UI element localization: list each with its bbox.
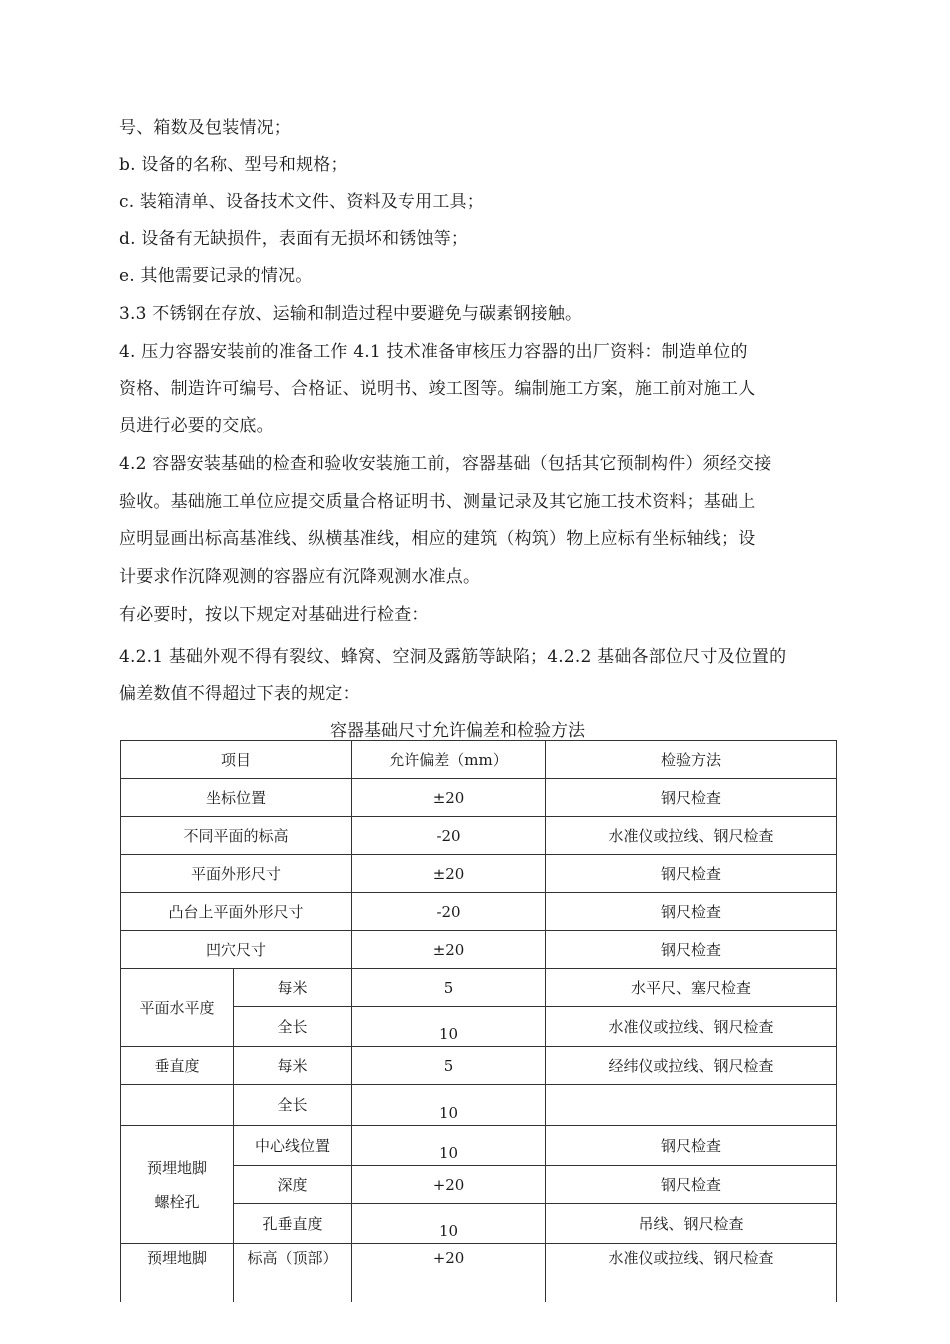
table-row bbox=[121, 1085, 837, 1126]
paragraph-check-intro: 有必要时，按以下规定对基础进行检查： bbox=[119, 605, 429, 625]
row-method bbox=[546, 1085, 837, 1126]
row-item: 凸台上平面外形尺寸 bbox=[121, 893, 352, 931]
group-bolt-hole-line1: 预埋地脚 bbox=[146, 1158, 207, 1177]
row-tolerance: 5 bbox=[352, 1047, 546, 1085]
paragraph-4-2-line: 4.2 容器安装基础的检查和验收安装施工前，容器基础（包括其它预制构件）须经交接 bbox=[119, 454, 772, 474]
row-sub-item: 全长 bbox=[234, 1085, 352, 1126]
list-item-b: b. 设备的名称、型号和规格； bbox=[119, 155, 348, 175]
table-caption: 容器基础尺寸允许偏差和检验方法 bbox=[330, 721, 585, 741]
table-row bbox=[121, 1047, 837, 1085]
table-row bbox=[121, 969, 837, 1007]
row-method: 钢尺检查 bbox=[546, 931, 837, 969]
table-row bbox=[121, 817, 837, 855]
header-tolerance: 允许偏差（mm） bbox=[352, 741, 546, 779]
row-tolerance: -20 bbox=[352, 893, 546, 931]
table-row bbox=[121, 1244, 837, 1303]
table-row bbox=[121, 931, 837, 969]
list-item-d: d. 设备有无缺损件，表面有无损坏和锈蚀等； bbox=[119, 229, 469, 249]
row-method: 水准仪或拉线、钢尺检查 bbox=[546, 1007, 837, 1047]
row-sub-item: 标高（顶部） bbox=[234, 1244, 352, 1303]
row-tolerance: -20 bbox=[352, 817, 546, 855]
row-tolerance: 5 bbox=[352, 969, 546, 1007]
row-method: 吊线、钢尺检查 bbox=[546, 1204, 837, 1244]
row-item: 平面外形尺寸 bbox=[121, 855, 352, 893]
paragraph-4-line: 4. 压力容器安装前的准备工作 4.1 技术准备审核压力容器的出厂资料：制造单位的 bbox=[119, 342, 748, 362]
list-item-e: e. 其他需要记录的情况。 bbox=[119, 266, 313, 286]
row-tolerance: 10 bbox=[352, 1085, 546, 1126]
row-method: 钢尺检查 bbox=[546, 1126, 837, 1166]
row-method: 钢尺检查 bbox=[546, 893, 837, 931]
group-bolt-hole bbox=[121, 1126, 234, 1244]
list-item-c: c. 装箱清单、设备技术文件、资料及专用工具； bbox=[119, 192, 484, 212]
row-method: 钢尺检查 bbox=[546, 855, 837, 893]
paragraph-4-2-line: 验收。基础施工单位应提交质量合格证明书、测量记录及其它施工技术资料；基础上 bbox=[119, 492, 756, 512]
empty-cell bbox=[121, 1085, 234, 1126]
row-method: 钢尺检查 bbox=[546, 1166, 837, 1204]
group-bolt: 预埋地脚 bbox=[121, 1244, 234, 1303]
table-row bbox=[121, 1126, 837, 1166]
row-tolerance: ±20 bbox=[352, 779, 546, 817]
row-tolerance: +20 bbox=[352, 1244, 546, 1303]
row-sub-item: 孔垂直度 bbox=[234, 1204, 352, 1244]
paragraph-4-2-line: 应明显画出标高基准线、纵横基准线，相应的建筑（构筑）物上应标有坐标轴线；设 bbox=[119, 529, 756, 549]
group-level: 平面水平度 bbox=[121, 969, 234, 1047]
row-sub-item: 全长 bbox=[234, 1007, 352, 1047]
row-tolerance: 10 bbox=[352, 1007, 546, 1047]
paragraph-4-line: 资格、制造许可编号、合格证、说明书、竣工图等。编制施工方案，施工前对施工人 bbox=[119, 379, 756, 399]
table-row bbox=[121, 893, 837, 931]
row-method: 经纬仪或拉线、钢尺检查 bbox=[546, 1047, 837, 1085]
row-sub-item: 深度 bbox=[234, 1166, 352, 1204]
table-header-row bbox=[121, 741, 837, 779]
table-row bbox=[121, 779, 837, 817]
group-vertical: 垂直度 bbox=[121, 1047, 234, 1085]
row-sub-item: 中心线位置 bbox=[234, 1126, 352, 1166]
row-tolerance: +20 bbox=[352, 1166, 546, 1204]
group-bolt-hole-line2: 螺栓孔 bbox=[154, 1192, 200, 1211]
row-method: 水平尺、塞尺检查 bbox=[546, 969, 837, 1007]
row-method: 水准仪或拉线、钢尺检查 bbox=[546, 1244, 837, 1303]
paragraph-4-line: 员进行必要的交底。 bbox=[119, 416, 274, 436]
row-item: 凹穴尺寸 bbox=[121, 931, 352, 969]
paragraph-line: 号、箱数及包装情况； bbox=[119, 118, 291, 138]
tolerance-table bbox=[120, 740, 837, 1302]
row-tolerance: 10 bbox=[352, 1204, 546, 1244]
row-item: 不同平面的标高 bbox=[121, 817, 352, 855]
row-method: 钢尺检查 bbox=[546, 779, 837, 817]
row-tolerance: ±20 bbox=[352, 855, 546, 893]
row-tolerance: 10 bbox=[352, 1126, 546, 1166]
paragraph-4-2-1-line: 4.2.1 基础外观不得有裂纹、蜂窝、空洞及露筋等缺陷；4.2.2 基础各部位尺寸及位置的 bbox=[119, 647, 787, 667]
row-item: 坐标位置 bbox=[121, 779, 352, 817]
row-method: 水准仪或拉线、钢尺检查 bbox=[546, 817, 837, 855]
header-item: 项目 bbox=[121, 741, 352, 779]
table-row bbox=[121, 855, 837, 893]
row-sub-item: 每米 bbox=[234, 1047, 352, 1085]
row-tolerance: ±20 bbox=[352, 931, 546, 969]
paragraph-4-2-1-line: 偏差数值不得超过下表的规定： bbox=[119, 684, 360, 704]
paragraph-4-2-line: 计要求作沉降观测的容器应有沉降观测水准点。 bbox=[119, 567, 481, 587]
header-method: 检验方法 bbox=[546, 741, 837, 779]
row-sub-item: 每米 bbox=[234, 969, 352, 1007]
paragraph-3-3: 3.3 不锈钢在存放、运输和制造过程中要避免与碳素钢接触。 bbox=[119, 304, 583, 324]
